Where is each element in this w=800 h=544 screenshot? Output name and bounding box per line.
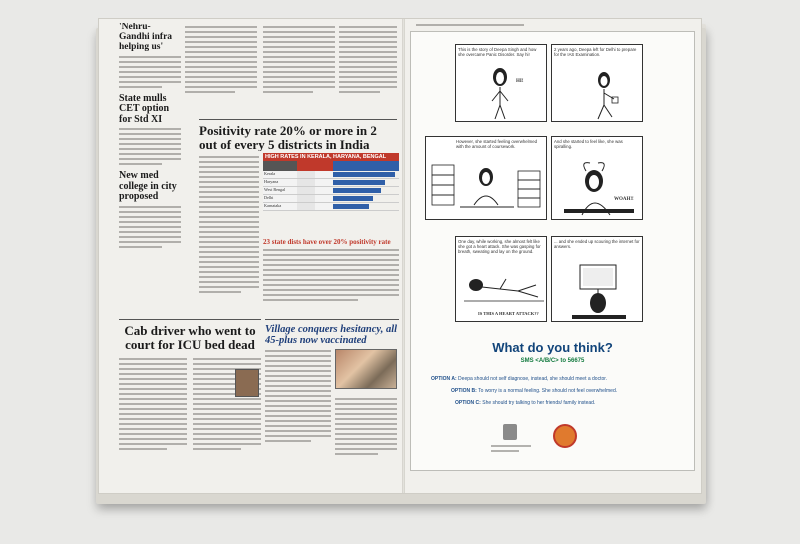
driver-photo: [235, 369, 259, 397]
deepa-spiralling-figure: [560, 157, 640, 219]
table-row: Delhi: [263, 195, 399, 203]
panel-caption: 2 years ago, Deepa left for Delhi to prepare for the IAS Examination.: [554, 47, 637, 58]
main-article-text: [199, 153, 259, 313]
table-title: HIGH RATES IN KERALA, HARYANA, BENGAL: [263, 153, 399, 161]
panel-caption: And she started to feel like, she was spiralling.: [554, 139, 623, 150]
top-article-column-b: [263, 23, 335, 115]
main-headline-block: [199, 115, 397, 151]
comic-panel-4: [551, 136, 643, 220]
speech-woah: WOAH!!: [614, 197, 634, 202]
newspaper-fold: [402, 19, 405, 493]
campaign-logo: [553, 424, 577, 448]
bottom-right-story: [265, 315, 399, 485]
left-page: [99, 19, 401, 493]
newspaper: [98, 18, 702, 494]
bottom-left-story: [119, 315, 261, 485]
table-subarticle: [263, 239, 399, 313]
comic-panel-2: [551, 44, 643, 122]
main-headline: Positivity rate 20% or more in 2 out of every 5 districts in India: [199, 123, 377, 151]
books-stack-illustration: [430, 157, 544, 219]
positivity-table: [263, 153, 399, 235]
brief-text-1: [119, 56, 181, 88]
subhead: 23 state dists have over 20% positivity rate: [263, 239, 391, 246]
table-header: [263, 161, 399, 171]
government-emblem-logo: [503, 424, 517, 440]
brief-headline-1: 'Nehru-Gandhi infra helping us': [119, 23, 173, 52]
comic-panel-5: [455, 236, 547, 322]
panel-caption: However, she started feeling overwhelmed with the amount of coursework.: [456, 139, 537, 150]
table-row: West Bengal: [263, 187, 399, 195]
panel-caption: This is the story of Deepa Singh and how she overcame Panic Disorder. Say hi!: [458, 47, 537, 58]
panel-caption: One day, while working, she almost felt like she got a heart attack. She was gasping for breath, sweating and lay on the ground.: [458, 239, 541, 255]
right-page: [406, 19, 703, 493]
vaccination-photo: [335, 349, 397, 389]
brief-text-3: [119, 206, 181, 248]
heart-attack-caption: IS THIS A HEART ATTACK??: [478, 311, 539, 316]
table-row: Karnataka: [263, 203, 399, 211]
brief-headline-3: New med college in city proposed: [119, 170, 177, 203]
deepa-walking-figure: [590, 71, 630, 121]
table-row: Haryana: [263, 179, 399, 187]
brief-headline-2: State mulls CET option for Std XI: [119, 92, 170, 125]
sms-instruction: SMS <A/B/C> to 56675: [520, 358, 585, 364]
deepa-collapsed-figure: [460, 271, 546, 311]
ministry-credit-text: [491, 442, 531, 455]
ad-question: What do you think?: [492, 340, 613, 355]
option-b: OPTION B: To worry is a normal feeling. She should not feel overwhelmed.: [451, 388, 618, 394]
brief-text-2: [119, 128, 181, 165]
left-column-briefs: [119, 23, 181, 303]
deepa-figure: [486, 67, 526, 121]
panel-caption: ... and she ended up scouring the internet for answers.: [554, 239, 640, 250]
top-article-column-a: [185, 23, 257, 115]
comic-panel-3: [425, 136, 547, 220]
page-header-strip: [416, 21, 686, 27]
option-c: OPTION C: She should try talking to her friends/ family instead.: [455, 400, 596, 406]
top-article-column-c: [339, 23, 397, 115]
table-row: Kerala: [263, 171, 399, 179]
speech-hi: HI!: [516, 79, 524, 84]
deepa-at-computer-figure: [566, 261, 632, 321]
village-vaccination-headline: Village conquers hesitancy, all 45-plus now vaccinated: [265, 324, 398, 347]
cab-driver-headline: Cab driver who went to court for ICU bed dead: [124, 323, 256, 352]
comic-panel-6: [551, 236, 643, 322]
option-a: OPTION A: Deepa should not self diagnose, instead, she should meet a doctor.: [431, 376, 608, 382]
mental-health-ad: [410, 31, 695, 471]
comic-panel-1: [455, 44, 547, 122]
